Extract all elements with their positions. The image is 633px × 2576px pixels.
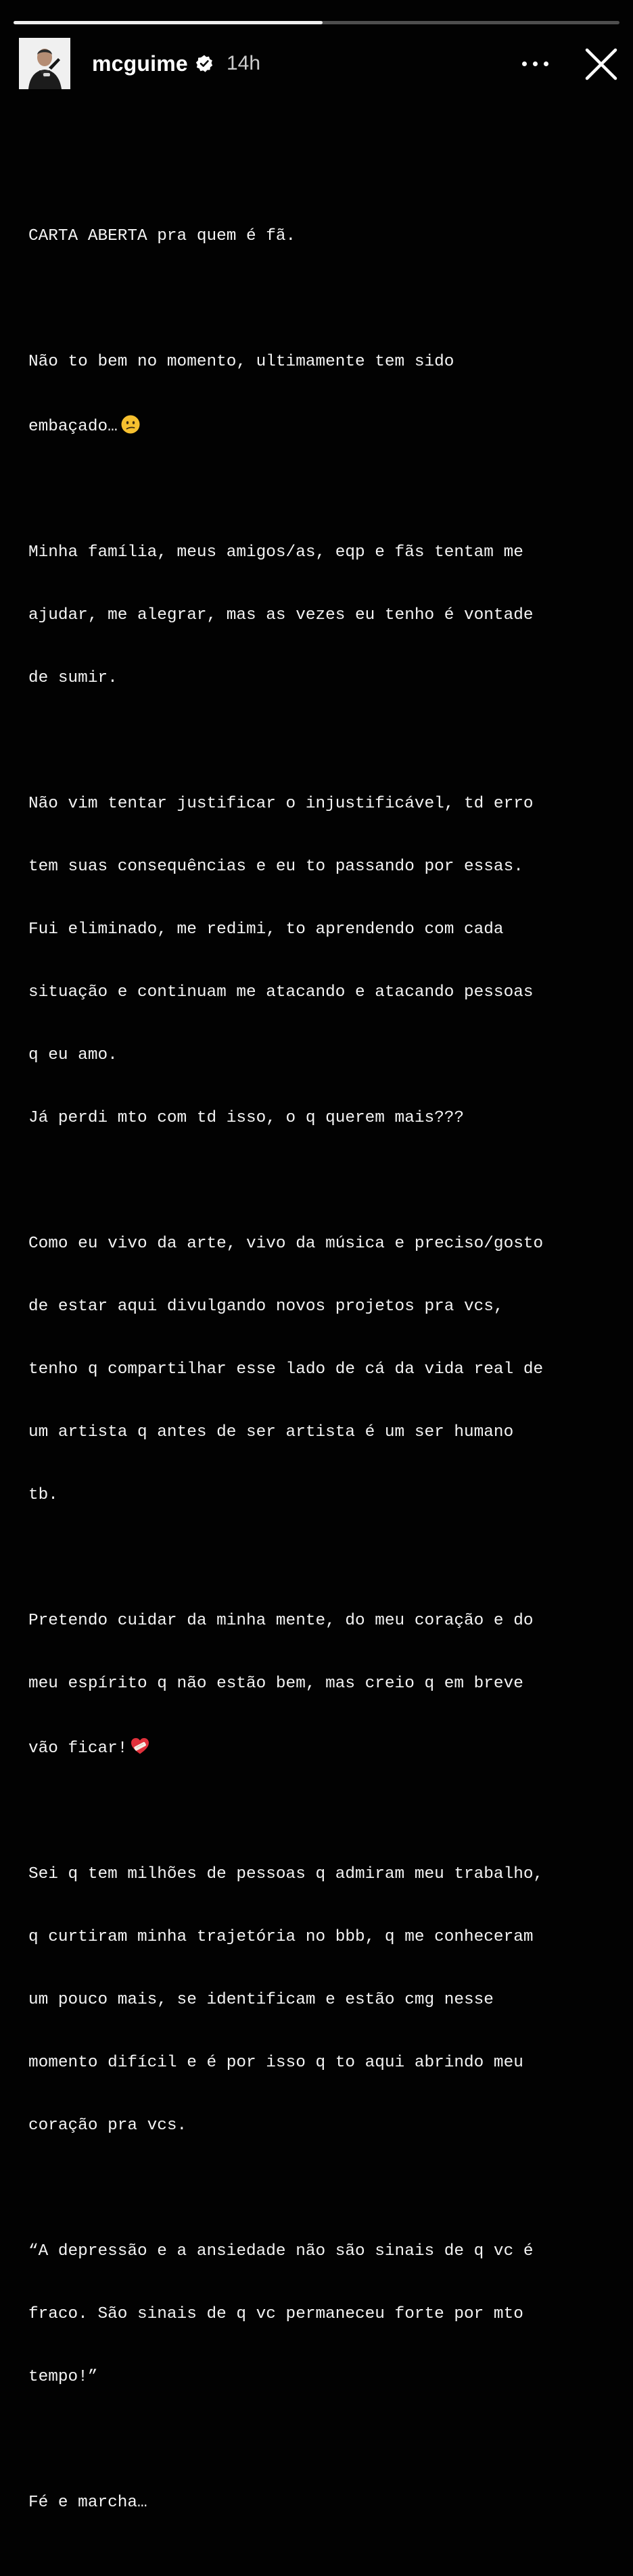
paragraph	[28, 1568, 617, 1801]
paragraph	[28, 309, 617, 479]
story-timestamp: 14h	[227, 52, 261, 74]
text-line: de estar aqui divulgando novos projetos pra vcs,	[28, 1297, 504, 1316]
story-text	[28, 184, 617, 2576]
more-horizontal-icon	[533, 61, 538, 66]
text-line: um pouco mais, se identificam e estão cmg nesse	[28, 1991, 494, 2009]
text-line: Minha família, meus amigos/as, eqp e fãs tentam me	[28, 543, 523, 562]
letter-title	[28, 184, 617, 289]
text-line: Fé e marcha…	[28, 2494, 147, 2512]
story-progress-fill	[14, 21, 323, 24]
text-fragment: vão ficar!	[28, 1739, 128, 1758]
story-header	[0, 35, 633, 92]
story-progress-track	[14, 21, 619, 24]
text-line: q eu amo.	[28, 1046, 118, 1064]
paragraph	[28, 1191, 617, 1547]
text-line: tem suas consequências e eu to passando por essas.	[28, 858, 523, 876]
text-line: situação e continuam me atacando e atacando pessoas	[28, 983, 534, 1001]
avatar[interactable]	[19, 38, 70, 89]
text-line: Sei q tem milhões de pessoas q admiram meu trabalho,	[28, 1865, 544, 1883]
text-line: um artista q antes de ser artista é um ser humano	[28, 1423, 514, 1441]
more-horizontal-icon	[544, 61, 548, 66]
username[interactable]: mcguime	[92, 51, 188, 76]
text-line: ajudar, me alegrar, mas as vezes eu tenho é vontade	[28, 606, 534, 624]
text-line: meu espírito q não estão bem, mas creio q em breve	[28, 1675, 523, 1693]
paragraph	[28, 500, 617, 730]
text-line: momento difícil e é por isso q to aqui abrindo meu	[28, 2054, 523, 2072]
paragraph	[28, 751, 617, 1170]
text-line: fraco. São sinais de q vc permaneceu forte por mto	[28, 2305, 523, 2323]
mending-heart-emoji-icon	[130, 1736, 150, 1756]
text-line: Não vim tentar justificar o injustificável, td erro	[28, 795, 534, 813]
text-line	[28, 1736, 617, 1759]
text-line: Fui eliminado, me redimi, to aprendendo com cada	[28, 920, 504, 939]
text-line: tenho q compartilhar esse lado de cá da vida real de	[28, 1360, 544, 1379]
text-line: “A depressão e a ansiedade não são sinais de q vc é	[28, 2242, 534, 2260]
text-line: tb.	[28, 1486, 58, 1504]
more-options-button[interactable]	[519, 49, 552, 78]
avatar-photo	[19, 38, 70, 89]
text-line: coração pra vcs.	[28, 2116, 187, 2135]
text-line: q curtiram minha trajetória no bbb, q me conheceram	[28, 1928, 534, 1946]
text-line: tempo!”	[28, 2368, 98, 2386]
text-line: Não to bem no momento, ultimamente tem sido	[28, 353, 454, 371]
verified-badge-icon	[195, 54, 214, 73]
more-horizontal-icon	[522, 61, 527, 66]
quote-paragraph	[28, 2199, 617, 2429]
text-line: CARTA ABERTA pra quem é fã.	[28, 227, 296, 245]
closing-line	[28, 2450, 617, 2555]
text-fragment: embaçado…	[28, 418, 118, 436]
text-line: de sumir.	[28, 669, 118, 687]
text-line	[28, 414, 617, 437]
text-line: Como eu vivo da arte, vivo da música e preciso/gosto	[28, 1235, 544, 1253]
paragraph	[28, 1822, 617, 2178]
confused-face-emoji-icon	[120, 414, 141, 435]
close-icon[interactable]	[584, 47, 618, 81]
text-line: Pretendo cuidar da minha mente, do meu coração e do	[28, 1612, 534, 1630]
text-line: Já perdi mto com td isso, o q querem mais???	[28, 1109, 465, 1127]
